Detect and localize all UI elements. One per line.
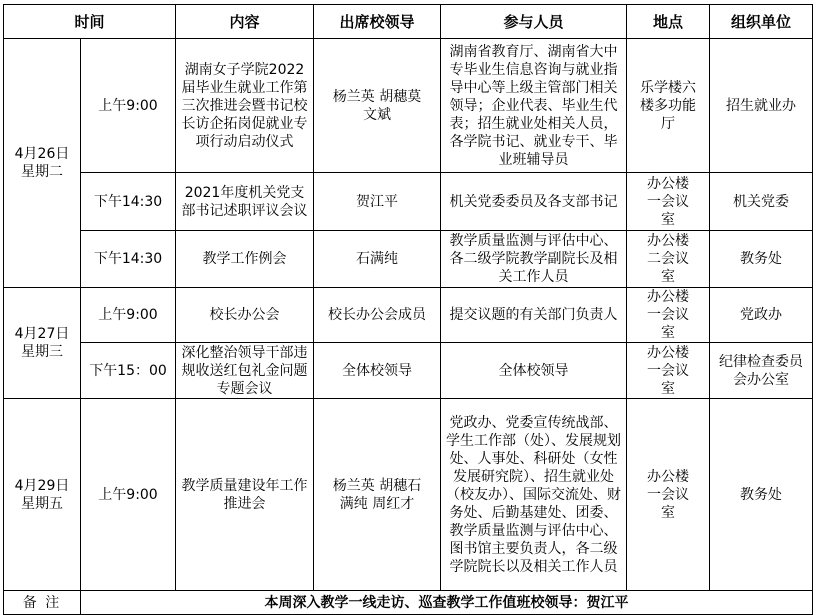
leaders-cell: 石满纯 <box>314 231 441 288</box>
participants-cell: 全体校领导 <box>441 343 627 399</box>
org-cell: 招生就业办 <box>710 39 813 173</box>
time-cell: 下午14:30 <box>81 231 176 288</box>
leaders-cell: 杨兰英 胡穗莫文斌 <box>314 39 441 173</box>
table-row <box>4 288 813 343</box>
time-cell: 上午9:00 <box>81 288 176 343</box>
leaders-cell: 贺江平 <box>314 173 441 231</box>
content-cell: 2021年度机关党支部书记述职评议会议 <box>176 173 314 231</box>
day-date: 4月26日 <box>14 146 70 162</box>
time-cell: 上午9:00 <box>81 39 176 173</box>
leaders-cell: 校长办公会成员 <box>314 288 441 343</box>
place-cell: 办公楼一会议室 <box>627 173 710 231</box>
day-date: 4月27日 <box>14 326 70 342</box>
table-row <box>4 343 813 399</box>
day-cell <box>4 39 81 288</box>
header-participants: 参与人员 <box>441 5 627 39</box>
header-org: 组织单位 <box>710 5 813 39</box>
note-row <box>4 591 813 615</box>
note-text: 本周深入教学一线走访、巡查教学工作值班校领导：贺江平 <box>81 591 813 615</box>
content-cell: 教学工作例会 <box>176 231 314 288</box>
content-cell: 深化整治领导干部违规收送红包礼金问题专题会议 <box>176 343 314 399</box>
day-date: 4月29日 <box>14 477 70 494</box>
day-weekday: 星期五 <box>21 495 63 512</box>
table-row <box>4 399 813 591</box>
table-row <box>4 231 813 288</box>
header-place: 地点 <box>627 5 710 39</box>
leaders-cell: 全体校领导 <box>314 343 441 399</box>
day-cell <box>4 399 81 591</box>
org-cell: 机关党委 <box>710 173 813 231</box>
org-cell: 纪律检查委员会办公室 <box>710 343 813 399</box>
org-cell: 党政办 <box>710 288 813 343</box>
day-weekday: 星期三 <box>21 344 63 360</box>
content-cell: 校长办公会 <box>176 288 314 343</box>
note-label: 备 注 <box>4 591 81 615</box>
leaders-cell: 杨兰英 胡穗石满纯 周红才 <box>314 399 441 591</box>
day-cell <box>4 288 81 399</box>
participants-cell: 湖南省教育厅、湖南省大中专毕业生信息咨询与就业指导中心等上级主管部门相关领导；企业代表、毕业生代表；招生就业处相关人员，各学院书记、就业专干、毕业班辅导员 <box>441 39 627 173</box>
weekly-schedule-table <box>3 4 813 615</box>
time-cell: 下午14:30 <box>81 173 176 231</box>
time-cell: 下午15：00 <box>81 343 176 399</box>
org-cell: 教务处 <box>710 399 813 591</box>
place-cell: 乐学楼六楼多功能厅 <box>627 39 710 173</box>
header-leaders: 出席校领导 <box>314 5 441 39</box>
header-row <box>4 5 813 39</box>
place-cell: 办公楼一会议室 <box>627 288 710 343</box>
participants-cell: 教学质量监测与评估中心、各二级学院教学副院长及相关工作人员 <box>441 231 627 288</box>
header-content: 内容 <box>176 5 314 39</box>
content-cell: 教学质量建设年工作推进会 <box>176 399 314 591</box>
table-row <box>4 39 813 173</box>
participants-cell: 提交议题的有关部门负责人 <box>441 288 627 343</box>
participants-cell: 机关党委委员及各支部书记 <box>441 173 627 231</box>
time-cell: 上午9:00 <box>81 399 176 591</box>
place-cell: 办公楼一会议室 <box>627 399 710 591</box>
day-weekday: 星期二 <box>21 164 63 180</box>
participants-cell: 党政办、党委宣传统战部、学生工作部（处）、发展规划处、人事处、科研处（女性发展研究院）、招生就业处（校友办）、国际交流处、财务处、后勤基建处、团委、教学质量监测与评估中心、图书馆主要负责人，各二级学院院长以及相关工作人员 <box>441 399 627 591</box>
content-cell: 湖南女子学院2022届毕业生就业工作第三次推进会暨书记校长访企拓岗促就业专项行动启动仪式 <box>176 39 314 173</box>
table-row <box>4 173 813 231</box>
org-cell: 教务处 <box>710 231 813 288</box>
place-cell: 办公楼二会议室 <box>627 231 710 288</box>
header-time: 时间 <box>4 5 176 39</box>
place-cell: 办公楼一会议室 <box>627 343 710 399</box>
